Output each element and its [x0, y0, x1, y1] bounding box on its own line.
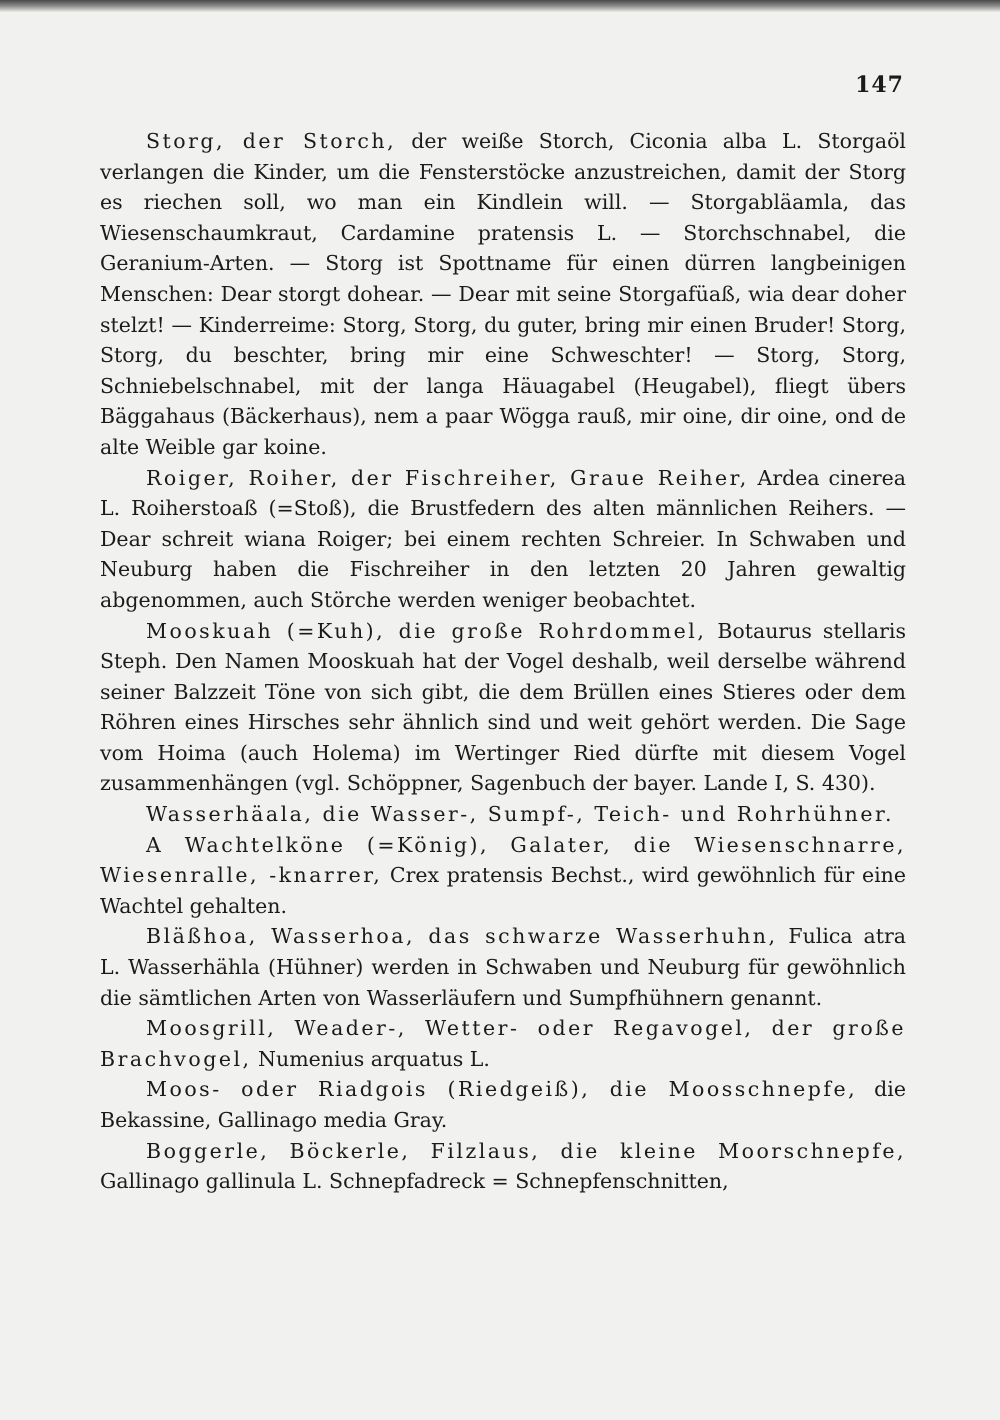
entry-text: Ardea cinerea L. Roiherstoaß (=Stoß), die Brustfedern des alten männlichen Reihers. — Dear schreit wiana Roiger; bei einem rechten Schreier. In Schwaben und Neuburg haben die Fischreiher in den letzten 20 Jahren gewaltig abgenommen, auch Störche werden weniger beobachtet.	[100, 465, 906, 612]
page-body	[100, 126, 906, 1197]
paragraph-wachtelkoene	[100, 830, 906, 922]
scan-top-edge	[0, 0, 1000, 12]
entry-text: Crex pratensis Bechst., wird gewöhnlich für eine Wachtel gehalten.	[100, 863, 906, 918]
entry-text: der weiße Storch, Ciconia alba L. Storgaöl verlangen die Kinder, um die Fensterstöcke anzustreichen, damit der Storg es riechen soll, wo man ein Kindlein will. — Storgabläamla, das Wiesenschaumkraut, Cardamine pratensis L. — Storchschnabel, die Geranium-Arten. — Storg ist Spottname für einen dürren langbeinigen Menschen: Dear storgt dohear. — Dear mit seine Storgafüaß, wia dear doher stelzt! — Kinderreime: Storg, Storg, du guter, bring mir einen Bruder! Storg, Storg, du beschter, bring mir eine Schweschter! — Storg, Storg, Schniebelschnabel, mit der langa Häuagabel (Heugabel), fliegt übers Bäggahaus (Bäckerhaus), nem a paar Wögga rauß, mir oine, dir oine, ond de alte Weible gar koine.	[100, 129, 906, 459]
paragraph-storg	[100, 126, 906, 463]
page-number: 147	[855, 72, 904, 98]
entry-heading: Storg, der Storch,	[146, 129, 397, 153]
entry-heading: A Wachtelköne (=König), Galater, die Wiesenschnarre, Wiesenralle, -knarrer,	[100, 832, 906, 888]
entry-heading: Moos- oder Riadgois (Riedgeiß), die Moosschnepfe,	[146, 1077, 858, 1102]
entry-text: die Bekassine, Gallinago media Gray.	[100, 1077, 906, 1132]
entry-text: Gallinago gallinula L. Schnepfadreck = Schnepfenschnitten,	[100, 1169, 729, 1194]
paragraph-roiger	[100, 463, 906, 616]
entry-heading: Roiger, Roiher, der Fischreiher, Graue Reiher,	[146, 465, 749, 490]
entry-heading: Wasserhäala, die Wasser-, Sumpf-, Teich- und Rohrhühner.	[146, 802, 895, 827]
paragraph-riadgois	[100, 1074, 906, 1135]
paragraph-blasshoa	[100, 921, 906, 1013]
paragraph-moosgrill	[100, 1013, 906, 1074]
paragraph-mooskuah	[100, 616, 906, 800]
paragraph-wasserhaala	[100, 799, 906, 830]
entry-heading: Mooskuah (=Kuh), die große Rohrdommel,	[146, 618, 707, 643]
entry-text: Botaurus stellaris Steph. Den Namen Mooskuah hat der Vogel deshalb, weil derselbe während seiner Balzzeit Töne von sich gibt, die dem Brüllen eines Stieres oder dem Röhren eines Hirsches sehr ähnlich sind und weit gehört werden. Die Sage vom Hoima (auch Holema) im Wertinger Ried dürfte mit diesem Vogel zusammenhängen (vgl. Schöppner, Sagenbuch der bayer. Lande I, S. 430).	[100, 618, 906, 796]
entry-heading: Moosgrill, Weader-, Wetter- oder Regavogel, der große Brachvogel,	[100, 1016, 906, 1071]
entry-heading: Boggerle, Böckerle, Filzlaus, die kleine Moorschnepfe,	[146, 1138, 906, 1163]
paragraph-boggerle	[100, 1136, 906, 1197]
entry-heading: Bläßhoa, Wasserhoa, das schwarze Wasserhuhn,	[146, 924, 778, 949]
entry-text: Numenius arquatus L.	[251, 1046, 490, 1071]
entry-text: Fulica atra L. Wasserhähla (Hühner) werden in Schwaben und Neuburg für gewöhnlich die sämtlichen Arten von Wasserläufern und Sumpfhühnern genannt.	[100, 924, 906, 1010]
